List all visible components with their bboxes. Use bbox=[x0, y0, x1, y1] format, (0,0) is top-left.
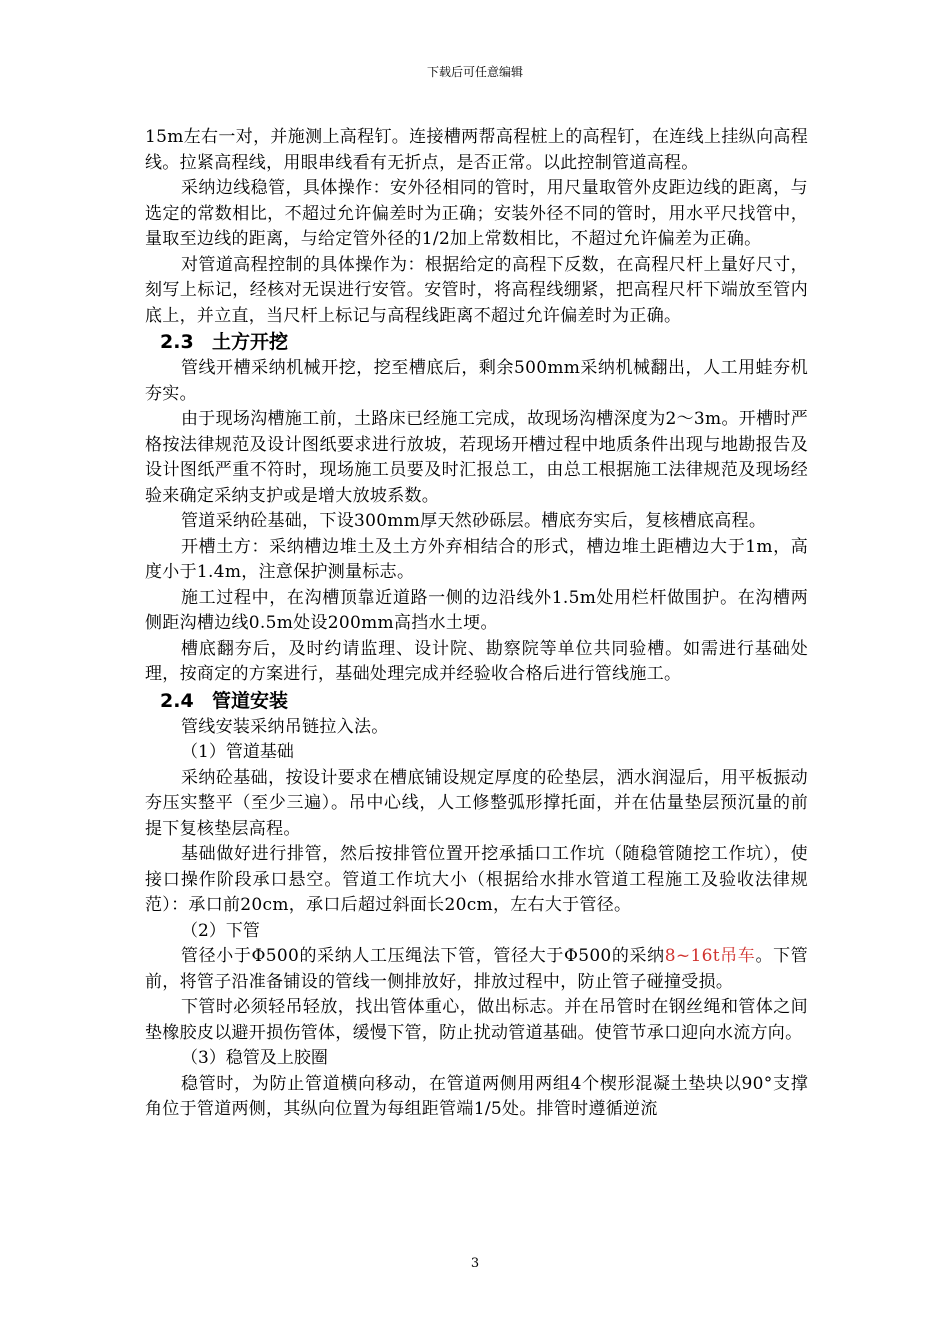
paragraph: 由于现场沟槽施工前，土路床已经施工完成，故现场沟槽深度为2～3m。开槽时严格按法律规范及设计图纸要求进行放坡，若现场开槽过程中地质条件出现与地勘报告及设计图纸严重不符时，现场施工员要及时汇报总工，由总工根据施工法律规范及现场经验来确定采纳支护或是增大放坡系数。 bbox=[145, 409, 808, 506]
section-number: 2.3 bbox=[160, 331, 194, 353]
paragraph: 槽底翻夯后，及时约请监理、设计院、勘察院等单位共同验槽。如需进行基础处理，按商定的方案进行，基础处理完成并经验收合格后进行管线施工。 bbox=[145, 638, 808, 684]
paragraph: 管线安装采纳吊链拉入法。 bbox=[181, 716, 389, 737]
paragraph: 下管时必须轻吊轻放，找出管体重心，做出标志。并在吊管时在钢丝绳和管体之间垫橡胶皮以避开损伤管体，缓慢下管，防止扰动管道基础。使管节承口迎向水流方向。 bbox=[145, 997, 808, 1043]
subsection-title: （2）下管 bbox=[181, 920, 260, 941]
paragraph: 采纳砼基础，按设计要求在槽底铺设规定厚度的砼垫层，洒水润湿后，用平板振动夯压实整平（至少三遍）。吊中心线，人工修整弧形撑托面，并在估量垫层预沉量的前提下复核垫层高程。 bbox=[145, 767, 808, 839]
paragraph: 管道采纳砼基础，下设300mm厚天然砂砾层。槽底夯实后，复核槽底高程。 bbox=[181, 511, 767, 531]
page-header: 下载后可任意编辑 bbox=[426, 65, 523, 79]
paragraph: 施工过程中，在沟槽顶靠近道路一侧的边沿线外1.5m处用栏杆做围护。在沟槽两侧距沟槽边线0.5m处设200mm高挡水土埂。 bbox=[145, 587, 808, 633]
paragraph: 对管道高程控制的具体操作为：根据给定的高程下反数，在高程尺杆上量好尺寸，刻写上标记，经核对无误进行安管。安管时，将高程线绷紧，把高程尺杆下端放至管内底上，并立直，当尺杆上标记与高程线距离不超过允许偏差时为正确。 bbox=[145, 254, 808, 326]
section-title: 管道安装 bbox=[212, 689, 289, 712]
highlighted-text: 8~16t吊车 bbox=[664, 946, 756, 966]
section-number: 2.4 bbox=[160, 689, 194, 712]
paragraph: 基础做好进行排管，然后按排管位置开挖承插口工作坑（随稳管随挖工作坑），使接口操作阶段承口悬空。管道工作坑大小（根据给水排水管道工程施工及验收法律规范）：承口前20cm，承口后超过斜面长20cm，左右大于管径。 bbox=[145, 844, 808, 915]
section-heading-2-4 bbox=[145, 688, 808, 715]
paragraph: 采纳边线稳管，具体操作：安外径相同的管时，用尺量取管外皮距边线的距离，与选定的常数相比，不超过允许偏差时为正确；安装外径不同的管时，用水平尺找管中，量取至边线的距离，与给定管外径的1/2加上常数相比，不超过允许偏差为正确。 bbox=[145, 178, 808, 249]
paragraph: 开槽土方：采纳槽边堆土及土方外弃相结合的形式，槽边堆土距槽边大于1m，高度小于1.4m，注意保护测量标志。 bbox=[145, 536, 808, 582]
text-run: 管径小于Φ500的采纳人工压绳法下管，管径大于Φ500的采纳 bbox=[181, 946, 665, 966]
section-title: 土方开挖 bbox=[212, 331, 289, 353]
page-number: 3 bbox=[470, 1256, 480, 1271]
paragraph: 稳管时，为防止管道横向移动，在管道两侧用两组4个楔形混凝土垫块以90°支撑角位于管道两侧，其纵向位置为每组距管端1/5处。排管时遵循逆流 bbox=[145, 1073, 808, 1119]
document-body bbox=[145, 125, 808, 1123]
subsection-title: （3）稳管及上胶圈 bbox=[181, 1048, 328, 1068]
section-heading-2-3 bbox=[145, 329, 808, 356]
paragraph: 管线开槽采纳机械开挖，挖至槽底后，剩余500mm采纳机械翻出，人工用蛙夯机夯实。 bbox=[145, 358, 808, 404]
subsection-title: （1）管道基础 bbox=[181, 742, 294, 762]
paragraph bbox=[145, 944, 808, 995]
text-run: 。下管前，将管子沿准备铺设的管线一侧排放好，排放过程中，防止管子碰撞受损。 bbox=[145, 946, 809, 992]
paragraph: 15m左右一对，并施测上高程钉。连接槽两帮高程桩上的高程钉，在连线上挂纵向高程线。拉紧高程线，用眼串线看有无折点，是否正常。以此控制管道高程。 bbox=[145, 127, 808, 173]
